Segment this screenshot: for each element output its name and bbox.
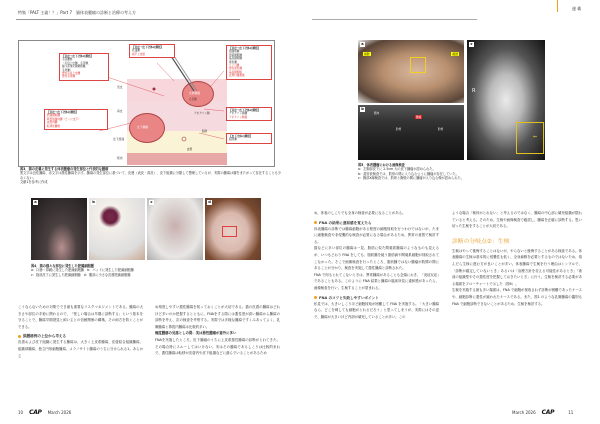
photo-4c [147, 198, 203, 260]
panel-label: b [361, 107, 364, 111]
magazine-logo: CAP [541, 409, 555, 416]
layer-label: 筋肉 [117, 156, 123, 160]
figure-3-diagram [18, 40, 275, 167]
body-paragraph: め頻度しやすい悪性腫瘍を知っておくことが大切である。猫の皮膚の腫瘍はどれほど多いのか把握するとともに、FNAをする際には悪性度が高い腫瘍から腫瘍の診断を考え、次の検査を考察する。実際では多様な腫瘍ですくみあってよく、乳腺腫瘍と鼻腔内腫瘍は比較的多い。 [155, 305, 280, 329]
caption-title: 図4．猫の様々な部位に発生した肥満細胞腫 [31, 264, 94, 268]
malignant-item: 悪性黒色腫 [229, 67, 242, 71]
caption-line: a：口唇～鼻鏡に発生した肥満細胞腫 b：パッドに発生した肥満細胞腫 [31, 268, 134, 273]
callout-follicular [59, 53, 109, 81]
benign-item: 形質細胞腫 [229, 53, 242, 57]
photo-5c-xray [467, 40, 545, 160]
structure-label: アポクリン腺 [194, 112, 210, 115]
callout-apocrine [226, 107, 272, 121]
figure-4-caption [31, 264, 271, 277]
layer-label: 皮下組織 [113, 137, 125, 141]
overlay-label: 肋骨 [396, 128, 402, 131]
callout-histiocytoma [226, 45, 272, 80]
benign-item: 黒色腫 [229, 60, 237, 64]
caption-line: c：胸部X線検査では、肋骨と胸壁の間に腫瘤が入り込む像が認められた。 [358, 176, 464, 181]
section-label: 連 載 [572, 6, 582, 11]
callout-heading: 【表皮～皮下全体の腫瘍】 [47, 111, 79, 114]
panel-label: c [150, 200, 153, 204]
malignant-item: アポクリン腺癌 [229, 115, 248, 119]
panel-label: a [34, 200, 37, 204]
blood-vessel [182, 137, 186, 141]
overlay-label: R [472, 88, 476, 94]
body-paragraph: 生検を実施する最も多い場面は、FNA で細胞が採取されず診断が困難であったケースや、細胞診断に悪性が疑われたケースである。また、図1 のような乳腺腫瘍の鑑別も FNA で細胞診断できないことがあるため、生検を検討する。 [452, 288, 582, 306]
issue-date: March 2026 [47, 410, 72, 415]
callout-papilloma [129, 44, 175, 58]
photo-4d [205, 198, 261, 260]
benign-item: 毛包腫瘍 [62, 58, 73, 62]
lesion-highlight-box [516, 122, 544, 154]
benign-item: 乳頭腫 [132, 49, 140, 53]
malignant-item: 肥満細胞腫 [47, 114, 60, 118]
issue-date: March 2026 [512, 410, 536, 415]
body-paragraph: こうならないための対策ででき最も重要なリスクマネジメントである。腫瘍の大きさや部位の手術に関わるので、「怪しい場合は早期に診断する」という基本を守ることで、腫瘍早期発見と飼い主との信頼関係の構築、その両方を防ぐことができる。 [18, 305, 143, 329]
right-footer [512, 409, 573, 416]
page-number: 11 [568, 410, 574, 415]
structure-label: 血管 [187, 148, 193, 151]
callout-leader [211, 71, 224, 86]
bullet-icon [314, 296, 317, 299]
lesion-highlight-box [410, 57, 426, 73]
magazine-logo: CAP [29, 409, 42, 416]
running-head: 特集「PALT 主義！？」Part 7 猫体表腫瘤の診断と治療の考え方 [18, 10, 136, 15]
layer-label: 真皮 [117, 109, 123, 113]
right-column-2 [452, 210, 582, 307]
tumor-label: 皮下腫瘤 [137, 125, 149, 129]
body-paragraph: 生検はやって後悔することはないが、やらないと後悔することがある検査である。体表腫瘍の生検は基本的に侵襲性も低く、全身麻酔を必要とするものではないため、悩んだら生検に進む方が良いことが多い。体表腫瘍で生検を行う理由はシンプルで、「診断が確定していないとき」あるいは「治療方針を変える可能性があるとき」「術前の組織型やその悪性度を把握しておきたいとき」に行う。生検を検討する必要がある場面をフローチャートで示した（図6）。 [452, 248, 582, 286]
body-paragraph: 猫などに多い部位の腫瘍は一見、脂肪に似た間葉系腫瘍のようなものも見えるが、いつもどおり FNA をしても、脂肪腫を疑う脂肪滴や間葉系細胞が採取されてこなかった。そこで画像検査を行ったところ、脂肪腫ではない腫瘤が肋間の間にあることが分かり、検査を実施して悪性腫瘍と診断された。 [314, 246, 439, 271]
callout-mast-cell [44, 109, 108, 130]
layer-label: 表皮 [117, 85, 123, 89]
benign-item: アポクリン腺腫 [229, 112, 248, 116]
inline-subhead: 頻度腫瘍の見落としの罠：実は悪性腫瘍が意外に多い [155, 331, 237, 336]
benign-item: 組織球腫 [229, 50, 240, 54]
callout-heading: 【皮下全体の腫瘍】 [229, 135, 253, 138]
malignant-item: 軟部組織肉腫（とくに皮下） [47, 117, 81, 121]
malignant-item: 血管肉腫 [47, 121, 58, 125]
caption-source: 文献1を参考に作成 [20, 180, 48, 185]
body-paragraph: FNAを実施したところ、皮下腫瘤のうちに上皮系悪性腫瘍の診断がとれてきた。その場合特にスルーしてはいけない。実はその腫瘍であるしこりは比較的まれで、悪性腫瘍は転移が皮膚内や皮下組織などに潜んでいることがあるため [155, 337, 280, 356]
malignant-item: 皮膚付属器癌 [229, 74, 245, 78]
callout-heading: 【表皮～皮下全体の腫瘍】 [229, 109, 261, 112]
callout-heading: 【表皮～皮下全体の腫瘍】 [62, 55, 94, 58]
hair-shaft [169, 53, 194, 91]
benign-item: 基底細胞腫 [229, 57, 242, 61]
header-rule [16, 19, 240, 20]
subhead-text: FNA のコツと失敗しやすいポイント [319, 295, 379, 300]
caption-title: 図3．猫の皮膚に発生する体表腫瘤の発生部位と代表的な腫瘍 [20, 167, 109, 171]
blood-vessel [153, 88, 156, 91]
benign-item: 脂肪腫 [229, 138, 237, 142]
overlay-label: 肋骨 [438, 128, 444, 131]
body-paragraph: FNA で何もとれてこないときは、異常腫瘍があることも念頭におき、「炎症反応」であることもある。このように FNA 結果と腫瘍の臨床所見に違和感があったら、画像検査を行い、生検することが望まれる。 [314, 272, 439, 290]
left-footer [18, 409, 71, 416]
malignant-item: リンパ腫 [229, 64, 240, 68]
hair-shaft [172, 53, 197, 91]
panel-label: d [208, 200, 211, 204]
left-column-1 [18, 304, 143, 359]
callout-heading: 【表皮～皮下全体の腫瘍】 [132, 46, 164, 49]
subhead-text: 猫腫瘍例の上位から考える [23, 334, 67, 339]
bullet-icon [18, 335, 21, 338]
body-paragraph: め、体表のしこりでも全身の検査が必要になることがある。 [314, 211, 406, 215]
panel-label: a [361, 42, 364, 46]
malignant-item: 悪性毛母腫 [62, 75, 75, 79]
malignant-item: 扁平上皮癌 [132, 52, 145, 56]
overlay-label: 筋肉 [374, 112, 380, 115]
caption-body: 黒文字は良性腫瘍、赤文字は悪性腫瘍を示す。腫瘍の発生部位に基づいて、皮膚（表皮・真皮）、皮下組織に分類して整理しているが、実際の腫瘍は層をまたがって存在することも少なくない。 [20, 171, 282, 180]
figure-5-caption [358, 163, 558, 181]
callout-heading: 【表皮～皮下全体の腫瘍】 [229, 47, 261, 50]
subhead-text: FNA の結果に違和感を覚えたら [319, 220, 372, 225]
benign-item: （毛包上皮腫、毛芽腫、 [62, 61, 91, 65]
photo-4a [31, 198, 87, 260]
benign-item: 毛母腫） [62, 68, 73, 72]
photo-4b [89, 198, 145, 260]
left-column-2 [155, 304, 280, 357]
malignant-item: 転移性腫瘍 [47, 124, 60, 128]
overlay-label: 腫瘤 [416, 116, 422, 119]
callout-leader [199, 133, 224, 139]
body-paragraph: 皮膚および皮下組織に発生する腫瘍は、大きく上皮系腫瘍、皮膚結合組織腫瘍、組織球腫瘍、独立円形細胞腫瘍、メラノサイト腫瘍のうちに分けられる1。あらかじ [18, 340, 143, 358]
callout-lipoma [226, 133, 272, 144]
panel-label: c [470, 42, 473, 46]
caption-line: b：超音波検査では、肋骨の間に入り込むように腫瘤が存在していた。 [358, 171, 459, 176]
body-paragraph: ような場合「検体がとれない」と考えるのではなく、腫瘍の中心部に壊死組織が隠れていると考える。そのため、生検や画像検査で確認し、腫瘍を正確に診断する。思い切った生検をすることが大切である。 [452, 211, 582, 229]
body-paragraph: 体表腫瘍の診断では腫瘍細胞がある程度の細胞採取を行うわけではないが、たまに細胞検査や非侵襲的な検査が必要になる場合があるため、異常の意図で検討する。 [314, 226, 439, 244]
arrow-icon: ⇐ [533, 134, 538, 140]
right-page [300, 0, 600, 424]
body-paragraph: 私見では、大きいしこりほど細胞採取が困難して FNA を実施する。「大きい腫瘍なら、どこを刺しても細胞がとれるだろう」と思ってしまうが、実際にはその逆で、腫瘍が大きいほど内部が壊死していることが多い。この [314, 301, 439, 319]
photo-5a [358, 40, 464, 103]
photo-5b-ultrasound [358, 105, 464, 160]
tumor-label: 皮膚腫瘤 [189, 91, 201, 95]
malignant-item: 基底細胞癌 [229, 70, 242, 74]
page-number: 10 [18, 410, 24, 415]
overlay-label: 後肢 [452, 52, 458, 56]
caption-line: a：左胸部皮下に 2.5cm 大の皮下腫瘤が認められた。 [358, 167, 436, 172]
header-rule [312, 19, 477, 20]
caption-title: 図5．体表腫瘤における画像検査 [358, 163, 405, 167]
figure-3-caption [20, 167, 282, 185]
malignant-item: 悪性毛包上皮腫 [62, 72, 81, 76]
bullet-icon [314, 221, 317, 224]
structure-label: 立毛筋 [189, 98, 197, 101]
callout-leader [157, 63, 174, 81]
benign-item: 漏斗部角化棘細胞腫、 [62, 65, 88, 69]
section-title: 診断の分岐点②：生検 [452, 238, 510, 245]
structure-label: 脂肪 [202, 130, 208, 133]
caption-line: c：陰部皮下に発生した肥満細胞腫 d：腹部に小さな皮膚肥満細胞腫 [31, 272, 131, 277]
overlay-label: 前肢 [364, 52, 370, 56]
panel-label: b [92, 200, 95, 204]
lesion-highlight-box [222, 226, 237, 237]
right-column-1 [314, 210, 439, 320]
